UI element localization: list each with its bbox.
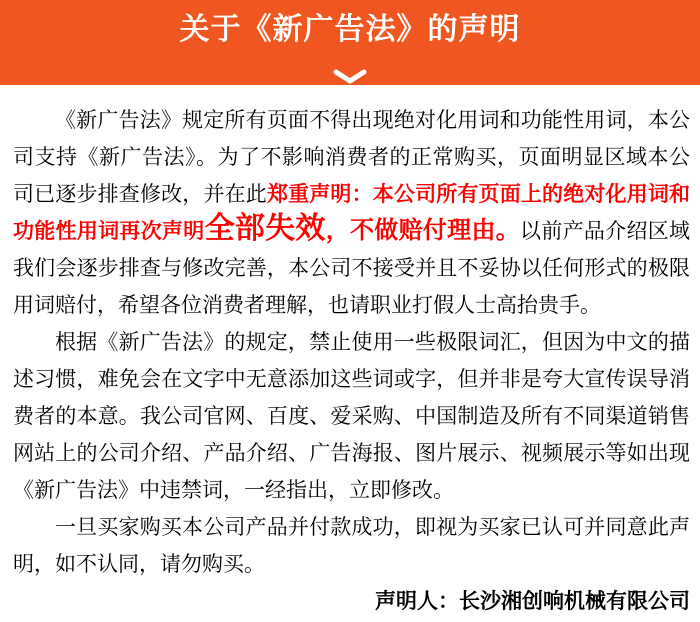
paragraph-law-explanation: 根据《新广告法》的规定，禁止使用一些极限词汇，但因为中文的描述习惯，难免会在文字中无意添加这些词或字，但并非是夸大宣传误导消费者的本意。我公司官网、百度、爱采购、中国制造及所有不同渠道销售网站上的公司介绍、产品介绍、广告海报、图片展示、视频展示等如出现《新广告法》中违禁词，一经指出，立即修改。 [13, 330, 690, 502]
red-all-invalid-text: 全部失效 [204, 212, 326, 245]
paragraph-purchase-agreement: 一旦买家购买本公司产品并付款成功，即视为买家已认可并同意此声明，如不认同，请勿购买。 [13, 515, 690, 576]
signer-line: 声明人：长沙湘创响机械有限公司 [375, 589, 690, 613]
paragraph-declaration-lead: 《新广告法》规定所有页面不得出现绝对化用词和功能性用词，本公司支持《新广告法》。为了不影响消费者的正常购买，页面明显区域本公司已逐步排查修改，并在此 [13, 108, 690, 206]
red-no-compensation-text: ，不做赔付理由。 [325, 217, 521, 244]
paragraph-declaration [13, 102, 690, 324]
red-solemn-declaration-text: 郑重声明：本公司所有页面上的绝对化用词和功能性用词再次声明 [13, 183, 691, 243]
chevron-down-icon [332, 69, 368, 84]
page-title: 关于《新广告法》的声明 [179, 13, 521, 46]
statement-header [0, 0, 700, 85]
paragraph-declaration-tail: 以前产品介绍区域我们会逐步排查与修改完善，本公司不接受并且不妥协以任何形式的极限用词赔付，希望各位消费者理解，也请职业打假人士高抬贵手。 [13, 219, 691, 317]
statement-body [0, 85, 700, 620]
